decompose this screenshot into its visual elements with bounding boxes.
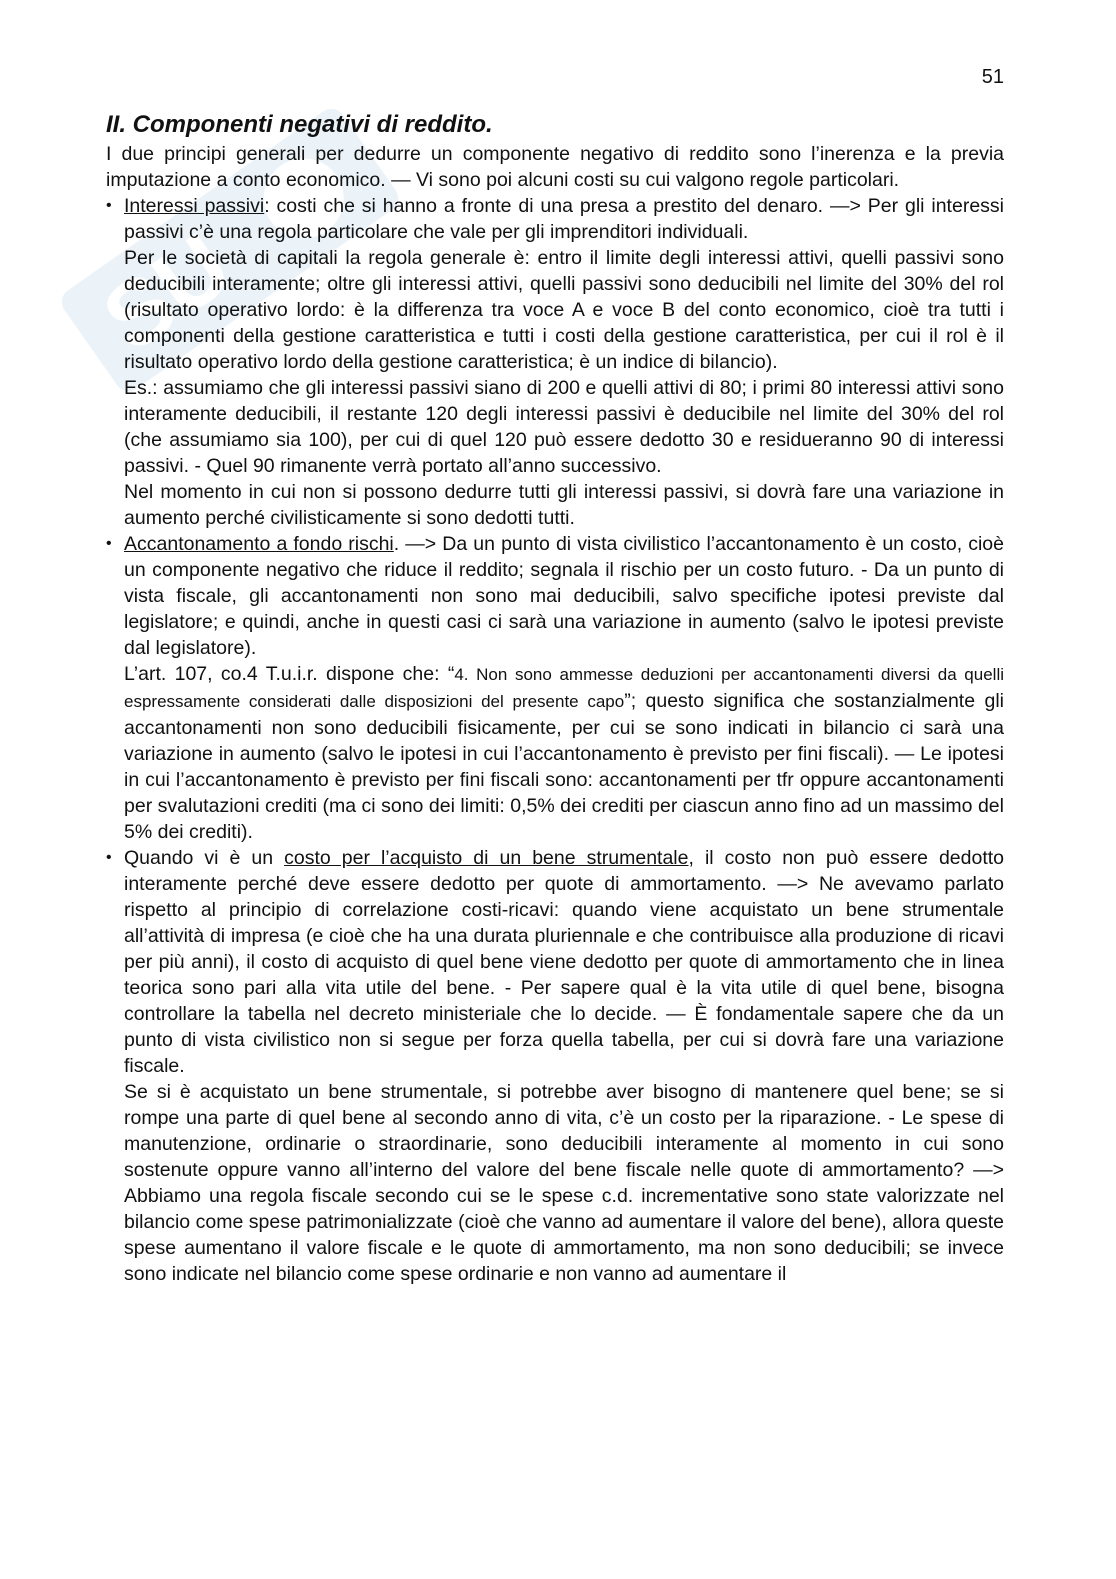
bullet-accantonamento: [106, 531, 1004, 845]
bullet-term: Accantonamento a fondo rischi: [124, 533, 394, 555]
section-heading: II. Componenti negativi di reddito.: [106, 111, 493, 138]
bullet-term: Interessi passivi: [124, 195, 265, 217]
bullet-lead: Quando vi è un: [124, 847, 285, 869]
bullet-interessi-passivi: [106, 193, 1004, 531]
intro-paragraph: I due principi generali per dedurre un componente negativo di reddito sono l’inerenza e la previa imputazione a conto economico. — Vi sono poi alcuni costi su cui valgono regole particolari.: [106, 143, 1004, 191]
bullet-text: [124, 845, 1004, 1079]
bullet-bene-strumentale: [106, 845, 1004, 1287]
bullet-paragraph: [124, 661, 1004, 845]
bullet-paragraph: Es.: assumiamo che gli interessi passivi siano di 200 e quelli attivi di 80; i primi 80 interessi attivi sono interamente deducibili, il restante 120 degli interessi passivi è deducibile nel limite del 30% del rol (che assumiamo sia 100), per cui di quel 120 può essere dedotto 30 e residueranno 90 di interessi passivi. - Quel 90 rimanente verrà portato all’anno successivo.: [124, 377, 1004, 477]
bullet-rest: , il costo non può essere dedotto interamente perché deve essere dedotto per quote di ammortamento. —> Ne avevamo parlato rispetto al principio di correlazione costi-ricavi: quando viene acquistato un bene strumentale all’attività di impresa (e cioè che ha una durata pluriennale e che contribuisce alla produzione di ricavi per più anni), il costo di acquisto di quel bene viene dedotto per quote di ammortamento che in linea teorica sono pari alla vita utile del bene. - Per sapere qual è la vita utile di quel bene, bisogna controllare la tabella nel decreto ministeriale che lo decide. — È fondamentale sapere che da un punto di vista civilistico non si segue per forza quella tabella, per cui si dovrà fare una variazione fiscale.: [124, 847, 1004, 1077]
bullet-text: [124, 193, 1004, 245]
svg-text:SU: SU: [85, 214, 249, 372]
law-quote: 4. Non sono ammesse deduzioni per accantonamenti diversi da quelli espressamente considerati dalle disposizioni del presente capo: [124, 665, 1004, 711]
page-number: 51: [981, 66, 1004, 88]
bullet-dot-icon: •: [106, 197, 112, 214]
bullet-dot-icon: •: [106, 535, 112, 552]
bullet-paragraph: Per le società di capitali la regola generale è: entro il limite degli interessi attivi, quelli passivi sono deducibili interamente; oltre gli interessi attivi, quelli passivi sono deducibili nel limite del 30% del rol (risultato operativo lordo: è la differenza tra voce A e voce B del conto economico, cioè tra tutti i componenti della gestione caratteristica e tutti i costi della gestione caratteristica, per cui il rol è il risultato operativo lordo della gestione caratteristica; è un indice di bilancio).: [124, 247, 1004, 373]
quote-intro: L’art. 107, co.4 T.u.i.r. dispone che: “: [124, 663, 455, 685]
bullet-list: [106, 193, 1004, 1287]
bullet-rest: : costi che si hanno a fronte di una presa a prestito del denaro. —> Per gli interessi passivi c’è una regola particolare che vale per gli imprenditori individuali.: [124, 195, 1004, 243]
page-content: [106, 110, 1004, 1287]
bullet-rest: . —> Da un punto di vista civilistico l’accantonamento è un costo, cioè un componente negativo che riduce il reddito; segnala il rischio per un costo futuro. - Da un punto di vista fiscale, gli accantonamenti non sono mai deducibili, salvo specifiche ipotesi previste dal legislatore; e quindi, anche in questi casi ci sarà una variazione in aumento (salvo le ipotesi previste dal legislatore).: [124, 533, 1004, 659]
quote-after: ”; questo significa che sostanzialmente gli accantonamenti non sono deducibili fisicamente, per cui se sono indicati in bilancio ci sarà una variazione in aumento (salvo le ipotesi in cui l’accantonamento è previsto per fini fiscali). — Le ipotesi in cui l’accantonamento è previsto per fini fiscali sono: accantonamenti per tfr oppure accantonamenti per svalutazioni crediti (ma ci sono dei limiti: 0,5% dei crediti per ciascun anno fino ad un massimo del 5% dei crediti).: [124, 690, 1004, 843]
bullet-paragraph: Nel momento in cui non si possono dedurre tutti gli interessi passivi, si dovrà fare una variazione in aumento perché civilisticamente si sono dedotti tutti.: [124, 481, 1004, 529]
bullet-dot-icon: •: [106, 849, 112, 866]
bullet-text: [124, 531, 1004, 661]
bullet-term: costo per l’acquisto di un bene strumentale: [284, 847, 689, 869]
bullet-paragraph: Se si è acquistato un bene strumentale, si potrebbe aver bisogno di mantenere quel bene; se si rompe una parte di quel bene al secondo anno di vita, c’è un costo per la riparazione. - Le spese di manutenzione, ordinarie o straordinarie, sono deducibili interamente al momento in cui sono sostenute oppure vanno all’interno del valore del bene fiscale nelle quote di ammortamento? —> Abbiamo una regola fiscale secondo cui se le spese c.d. incrementative sono state valorizzate nel bilancio come spese patrimonializzate (cioè che vanno ad aumentare il valore del bene), allora queste spese aumentano il valore fiscale e le quote di ammortamento, ma non sono deducibili; se invece sono indicate nel bilancio come spese ordinarie e non vanno ad aumentare il: [124, 1081, 1004, 1285]
